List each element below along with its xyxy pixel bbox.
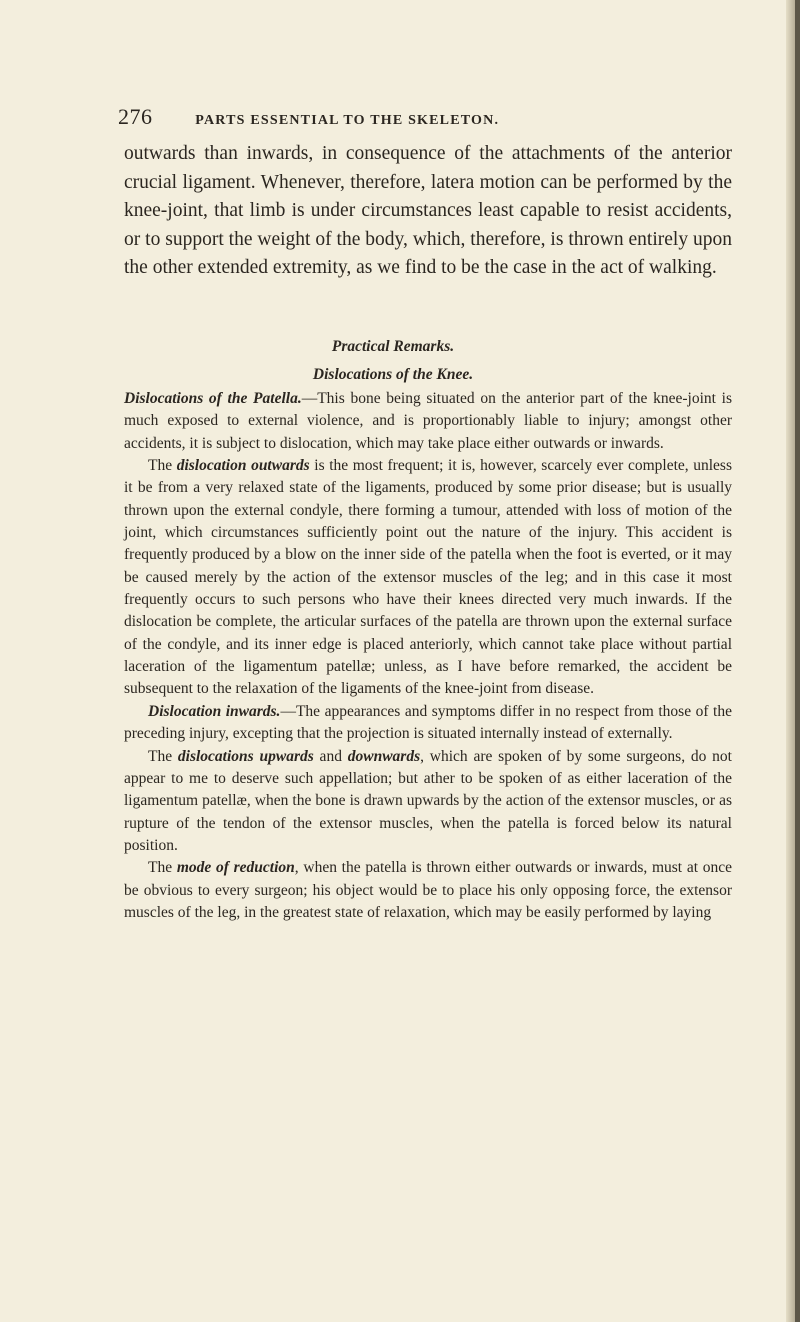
paragraph-body: —This bone being situated on the anterior part of the knee-joint is much exposed to external violence, and is proportionably liable to injury; amongst other accidents, it is subject to dislocation, which may take place either outwards or inwards. [124,390,733,452]
paragraph-reduction [124,857,732,924]
intro-paragraph: outwards than inwards, in consequence of the attachments of the anterior crucial ligament. Whenever, therefore, latera motion can be performed by the knee-joint, that limb is under circumstances least capable to resist accidents, or to support the weight of the body, which, therefore, is thrown entirely upon the other extended extremity, as we find to be the case in the act of walking. [124,143,732,278]
paragraph-body: , when the patella is thrown either outwards or inwards, must at once be obvious to every surgeon; his object would be to place his only opposing force, the extensor muscles of the leg, in the greatest state of relaxation, which may be easily performed by laying [124,859,732,921]
subsection-heading: Dislocations of the Knee. [312,366,474,383]
paragraph-body: —The appearances and symptoms differ in no respect from those of the preceding injury, excepting that the projection is situated internally instead of externally. [124,702,732,743]
paragraph-patella [124,388,732,455]
paragraph-lead: dislocations upwards [177,747,314,765]
section-heading: Practical Remarks. [331,338,455,355]
paragraph-outwards [124,455,732,701]
paragraph-upwards-downwards [124,746,732,858]
paragraph-lead-2: downwards [347,747,421,765]
intro-text [124,140,732,283]
paragraph-pre: The [148,457,177,475]
page-number: 276 [118,104,153,129]
paragraph-lead: dislocation outwards [176,457,310,475]
paragraph-inwards [124,701,732,746]
page-header [118,104,758,130]
paragraph-lead: mode of reduction [176,859,295,877]
paragraph-lead: Dislocations of the Patella. [124,390,302,407]
paragraph-pre: The [148,747,178,765]
body-text [124,388,732,924]
paragraph-mid: and [313,747,348,765]
page-binding-edge [795,0,800,1322]
paragraph-body: , which are spoken of by some surgeons, do not appear to me to deserve such appellation; but ather to be spoken of as either laceration of the ligamentum patellæ, when the bone is drawn upwards by the action of the extensor muscles, or as rupture of the tendon of the extensor muscles, when the patella is forced below its natural position. [124,747,732,854]
paragraph-pre: The [148,859,177,877]
running-title: PARTS ESSENTIAL TO THE SKELETON. [195,113,500,128]
paragraph-lead: Dislocation inwards. [148,702,281,720]
paragraph-body: is the most frequent; it is, however, scarcely ever complete, unless it be from a very relaxed state of the ligaments, produced by some prior disease; but is usually thrown upon the external condyle, there forming a tumour, attended with loss of motion of the joint, which circumstances sufficiently point out the nature of the injury. This accident is frequently produced by a blow on the inner side of the patella when the foot is everted, or it may be caused merely by the action of the extensor muscles of the leg; and in this case it most frequently occurs to such persons who have their knees directed very much inwards. If the dislocation be complete, the articular surfaces of the patella are thrown upon the external surface of the condyle, and its inner edge is placed anteriorly, which cannot take place without partial laceration of the ligamentum patellæ; unless, as I have before remarked, the accident be subsequent to the relaxation of the ligaments of the knee-joint from disease. [124,457,732,698]
